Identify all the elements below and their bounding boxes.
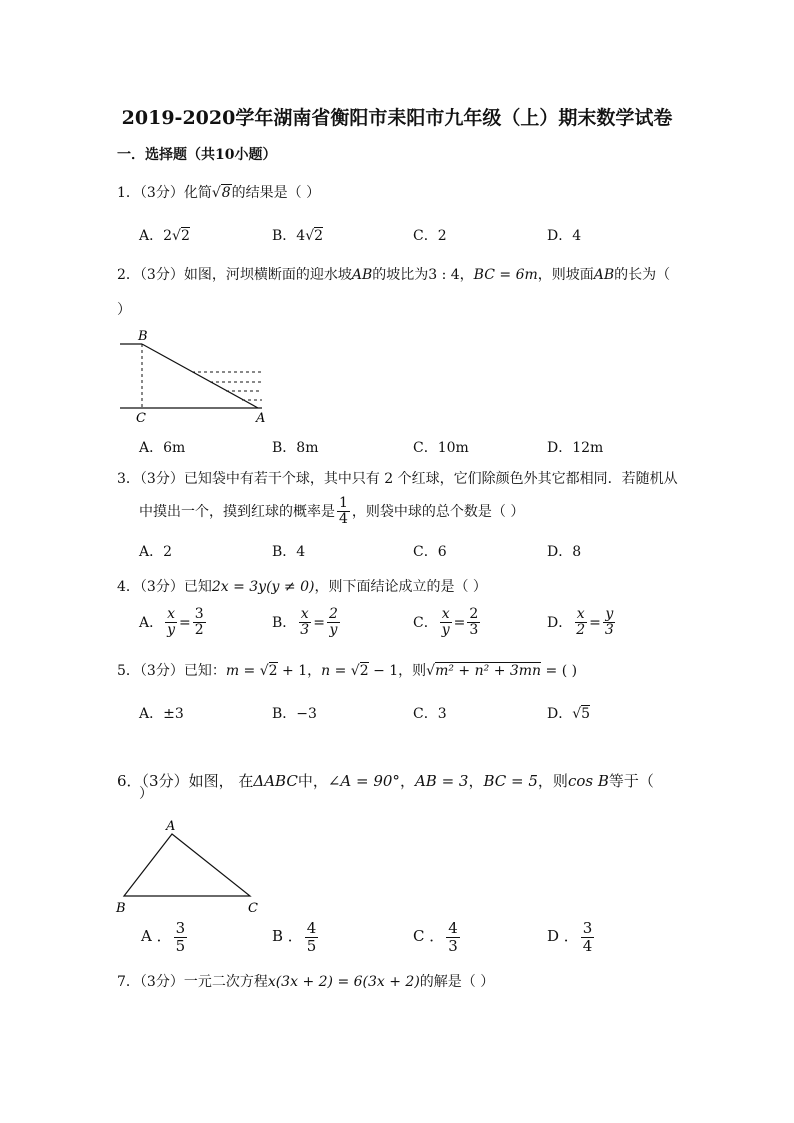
- question-text: 的结果是（ ）: [231, 185, 321, 201]
- question-5: 5．（3分）已知：m = √2 + 1，n = √2 − 1，则√m² + n² + 3mn = ( ): [117, 663, 578, 679]
- question-2: 2．（3分）如图，河坝横断面的迎水坡AB的坡比为3 : 4，BC = 6m，则坡面AB的长为（: [117, 267, 671, 283]
- option-a: A．2: [139, 544, 173, 560]
- option-d: D．√5: [547, 706, 591, 722]
- question-6-line2: ）: [139, 786, 153, 802]
- question-6: 6．（3分）如图， 在ΔABC中，∠A = 90°，AB = 3，BC = 5，则cos B等于（: [117, 772, 654, 790]
- option-c: C．6: [413, 544, 447, 560]
- option-d: D． $\frac{x}{2}$ = $\frac{y}{3}$: [547, 606, 614, 639]
- option-d: D．8: [547, 544, 582, 560]
- page-title: 2019-2020学年湖南省衡阳市耒阳市九年级（上）期末数学试卷: [121, 107, 673, 129]
- question-number: 1．（3分）: [117, 185, 184, 201]
- label-c: C: [248, 901, 258, 916]
- option-a: A．±3: [139, 706, 184, 722]
- option-b: B．8m: [272, 440, 319, 456]
- question-2-line2: ）: [117, 302, 131, 318]
- option-b: B．4: [272, 544, 306, 560]
- label-a: A: [166, 819, 176, 834]
- question-3-line2: 中摸出一个，摸到红球的概率是 $\frac{1}{4}$ ，则袋中球的总个数是（ ）: [139, 495, 525, 528]
- triangle-abc: [124, 834, 250, 896]
- option-d: D．12m: [547, 440, 604, 456]
- option-d: D ． $\frac{3}{4}$: [547, 919, 593, 955]
- option-b: B． $\frac{x}{3}$ = $\frac{2}{y}$: [272, 606, 338, 639]
- question-1: [117, 182, 320, 202]
- option-c: C．10m: [413, 440, 469, 456]
- label-b: B: [138, 329, 148, 344]
- question-3: 3．（3分）已知袋中有若干个球，其中只有 2 个红球，它们除颜色外其它都相同．若随机从: [117, 471, 678, 487]
- option-a: A．2√2: [139, 228, 190, 244]
- option-c: C．2: [413, 228, 447, 244]
- option-a: A ． $\frac{3}{5}$: [141, 919, 186, 955]
- section-title: 一．选择题（共10小题）: [117, 147, 277, 163]
- label-c: C: [136, 411, 146, 426]
- option-a: A．6m: [139, 440, 186, 456]
- option-b: B．−3: [272, 706, 317, 722]
- option-b: B ． $\frac{4}{5}$: [272, 919, 317, 955]
- question-text: 化简: [183, 185, 212, 201]
- dam-figure: [114, 328, 274, 426]
- slope-ab: [142, 344, 258, 408]
- label-a: A: [256, 411, 266, 426]
- fraction: $\frac{1}{4}$: [339, 495, 348, 528]
- label-b: B: [116, 901, 126, 916]
- triangle-figure: [112, 818, 262, 916]
- question-7: 7．（3分）一元二次方程x(3x + 2) = 6(3x + 2)的解是（ ）: [117, 974, 495, 990]
- option-c: C ． $\frac{4}{3}$: [413, 919, 458, 955]
- question-4: 4．（3分）已知2x = 3y(y ≠ 0)，则下面结论成立的是（ ）: [117, 579, 487, 595]
- option-c: C．3: [413, 706, 447, 722]
- option-b: B．4√2: [272, 228, 324, 244]
- option-d: D．4: [547, 228, 582, 244]
- option-c: C． $\frac{x}{y}$ = $\frac{2}{3}$: [413, 606, 479, 639]
- option-a: A． $\frac{x}{y}$ = $\frac{3}{2}$: [139, 606, 204, 639]
- sqrt-expression: √8: [211, 185, 231, 201]
